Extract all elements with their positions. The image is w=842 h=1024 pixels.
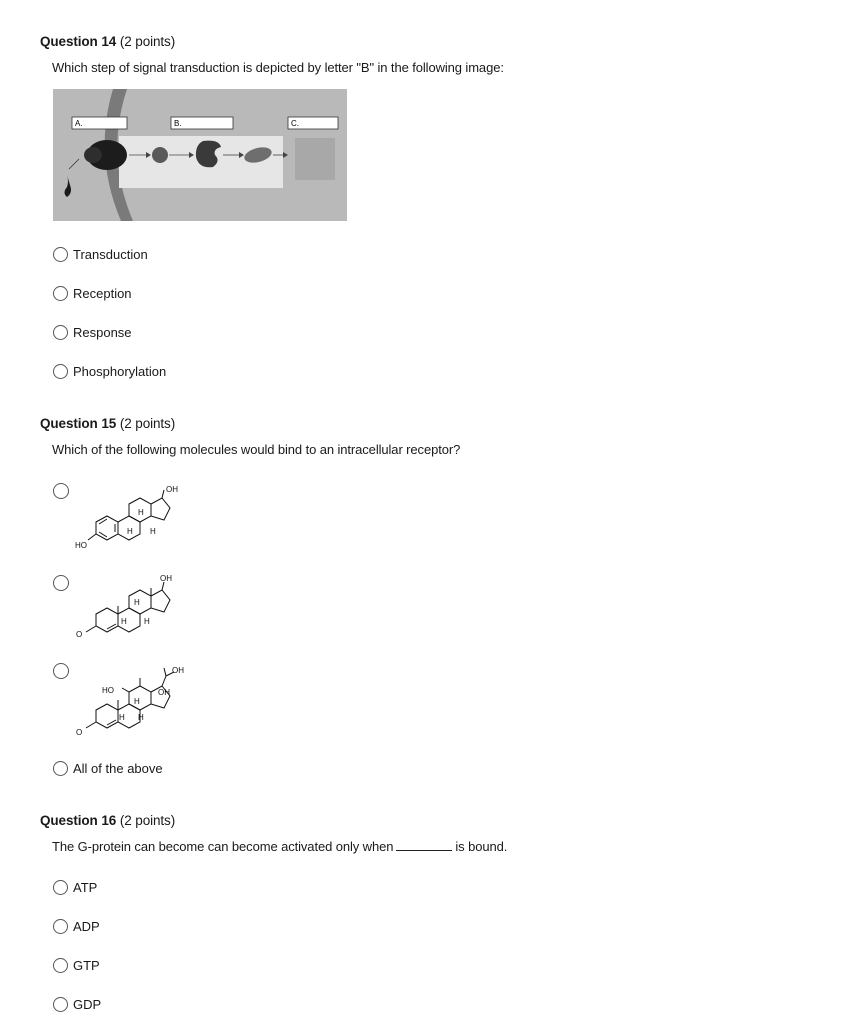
figure-label-a: A. [75, 119, 83, 128]
label-h: H [134, 598, 140, 607]
svg-text:O: O [76, 630, 83, 639]
label-h: H [121, 617, 127, 626]
label-oh: OH [158, 688, 170, 697]
q14-heading [40, 34, 175, 49]
q16-prompt-before: The G-protein can become can become activated only when [52, 839, 394, 854]
option-label: ATP [73, 880, 98, 895]
label-h: H [134, 697, 140, 706]
q15-points: (2 points) [119, 416, 176, 431]
option-label: Reception [73, 286, 132, 301]
label-oh: OH [172, 666, 184, 675]
q14-number: Question 14 [40, 34, 117, 49]
radio-button[interactable] [53, 761, 68, 776]
testosterone-structure [74, 574, 184, 644]
q16-option-atp[interactable] [53, 880, 97, 895]
radio-button[interactable] [53, 364, 68, 379]
q16-prompt [52, 839, 507, 854]
label-h: H [119, 713, 125, 722]
q16-prompt-after: is bound. [455, 839, 508, 854]
q15-prompt: Which of the following molecules would bind to an intracellular receptor? [52, 442, 461, 457]
q15-option-all-of-the-above[interactable] [53, 761, 163, 776]
label-h: H [138, 508, 144, 517]
radio-button[interactable] [53, 325, 68, 340]
option-label: All of the above [73, 761, 163, 776]
estradiol-structure [74, 482, 184, 552]
radio-button[interactable] [53, 286, 68, 301]
radio-button[interactable] [53, 997, 68, 1012]
q16-option-gtp[interactable] [53, 958, 100, 973]
q16-option-adp[interactable] [53, 919, 100, 934]
label-h: H [144, 617, 150, 626]
q14-option-phosphorylation[interactable] [53, 364, 166, 379]
q16-option-gdp[interactable] [53, 997, 101, 1012]
q14-option-reception[interactable] [53, 286, 132, 301]
q15-number: Question 15 [40, 416, 117, 431]
cortisol-structure [74, 662, 194, 742]
option-label: Transduction [73, 247, 148, 262]
radio-button[interactable] [53, 663, 69, 679]
option-label: GTP [73, 958, 100, 973]
option-label: Phosphorylation [73, 364, 167, 379]
option-label: ADP [73, 919, 100, 934]
q16-heading [40, 813, 175, 828]
q16-points: (2 points) [119, 813, 176, 828]
label-h: H [150, 527, 156, 536]
figure-label-b: B. [174, 119, 182, 128]
label-h: H [127, 527, 133, 536]
label-oh: OH [160, 574, 172, 583]
radio-button[interactable] [53, 958, 68, 973]
radio-button[interactable] [53, 880, 68, 895]
q16-number: Question 16 [40, 813, 117, 828]
q14-option-response[interactable] [53, 325, 132, 340]
q15-heading [40, 416, 175, 431]
radio-button[interactable] [53, 247, 68, 262]
label-ho: HO [102, 686, 114, 695]
label-h: H [138, 713, 144, 722]
svg-text:O: O [76, 728, 83, 737]
option-label: Response [73, 325, 132, 340]
label-oh: OH [166, 485, 178, 494]
radio-button[interactable] [53, 483, 69, 499]
label-ho: HO [75, 541, 87, 550]
q14-option-transduction[interactable] [53, 247, 148, 262]
q14-points: (2 points) [119, 34, 176, 49]
answer-blank [396, 840, 452, 851]
signal-transduction-figure [53, 89, 347, 221]
figure-label-c: C. [291, 119, 299, 128]
q15-option-estradiol[interactable] [53, 483, 74, 499]
option-label: GDP [73, 997, 102, 1012]
q14-prompt: Which step of signal transduction is depicted by letter "B" in the following image: [52, 60, 504, 75]
radio-button[interactable] [53, 919, 68, 934]
radio-button[interactable] [53, 575, 69, 591]
q15-option-cortisol[interactable] [53, 663, 74, 679]
q15-option-testosterone[interactable] [53, 575, 74, 591]
